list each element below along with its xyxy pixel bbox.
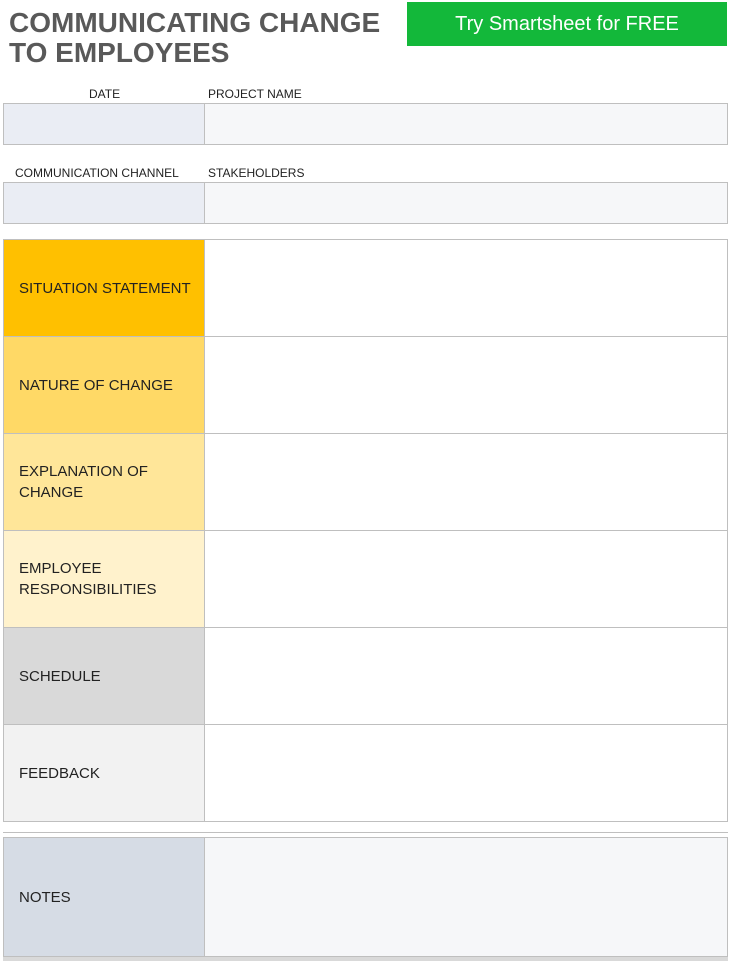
page-title (9, 8, 380, 68)
communication-channel-label: COMMUNICATION CHANNEL (15, 166, 179, 180)
employee-responsibilities-label: EMPLOYEE RESPONSIBILITIES (4, 531, 205, 627)
feedback-label: FEEDBACK (4, 725, 205, 821)
page-title-line1: COMMUNICATING CHANGE (9, 7, 381, 38)
date-label: DATE (89, 87, 121, 101)
notes-label: NOTES (4, 838, 205, 956)
stakeholders-label: STAKEHOLDERS (208, 166, 305, 180)
divider (3, 957, 728, 961)
communication-channel-field[interactable] (3, 182, 205, 224)
table-row (4, 725, 727, 821)
table-row (4, 628, 727, 725)
change-details-table (3, 239, 728, 822)
employee-responsibilities-field[interactable] (205, 531, 727, 627)
table-row (4, 434, 727, 531)
page-title-line2: TO EMPLOYEES (9, 37, 230, 68)
nature-of-change-field[interactable] (205, 337, 727, 433)
situation-statement-field[interactable] (205, 240, 727, 336)
schedule-label: SCHEDULE (4, 628, 205, 724)
table-row (4, 337, 727, 434)
situation-statement-label: SITUATION STATEMENT (4, 240, 205, 336)
notes-section (3, 837, 728, 957)
table-row (4, 240, 727, 337)
notes-field[interactable] (205, 838, 727, 956)
stakeholders-field[interactable] (204, 182, 728, 224)
nature-of-change-label: NATURE OF CHANGE (4, 337, 205, 433)
explanation-of-change-field[interactable] (205, 434, 727, 530)
table-row (4, 531, 727, 628)
feedback-field[interactable] (205, 725, 727, 821)
date-field[interactable] (3, 103, 205, 145)
project-name-label: PROJECT NAME (208, 87, 302, 101)
try-smartsheet-button[interactable]: Try Smartsheet for FREE (407, 2, 727, 46)
divider (3, 832, 728, 833)
schedule-field[interactable] (205, 628, 727, 724)
project-name-field[interactable] (204, 103, 728, 145)
explanation-of-change-label: EXPLANATION OF CHANGE (4, 434, 205, 530)
